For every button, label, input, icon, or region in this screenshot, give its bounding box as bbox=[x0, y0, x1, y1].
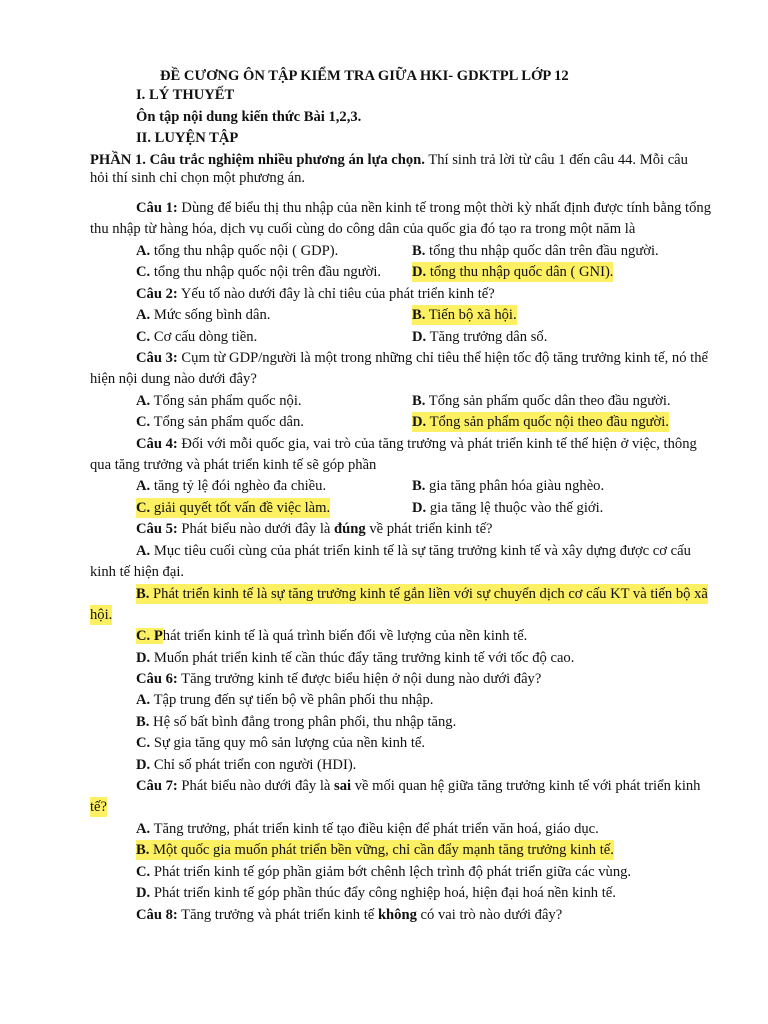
question-1-cont: thu nhập từ hàng hóa, dịch vụ cuối cùng do công dân của quốc gia đó tạo ra trong một năm là bbox=[90, 221, 636, 237]
question-1: Câu 1: Dùng để biểu thị thu nhập của nền kinh tế trong một thời kỳ nhất định được tính bằng tổng bbox=[136, 200, 712, 216]
part-1-line-2: hỏi thí sinh chỉ chọn một phương án. bbox=[90, 170, 306, 186]
q5-option-a: A. Mục tiêu cuối cùng của phát triển kinh tế là sự tăng trưởng kinh tế và xây dựng được cơ cấu bbox=[136, 543, 691, 559]
question-4: Câu 4: Đối với mỗi quốc gia, vai trò của tăng trưởng và phát triển kinh tế thể hiện ở việc, thông bbox=[136, 436, 697, 452]
q2-option-c: C. Cơ cấu dòng tiền. bbox=[136, 329, 258, 345]
q1-option-a: A. tổng thu nhập quốc nội ( GDP). bbox=[136, 243, 339, 259]
q7-option-c: C. Phát triển kinh tế góp phần giảm bớt chênh lệch trình độ phát triển giữa các vùng. bbox=[136, 864, 632, 880]
question-7-cont: tế? bbox=[90, 799, 108, 815]
question-3: Câu 3: Cụm từ GDP/người là một trong những chỉ tiêu thể hiện tốc độ tăng trưởng kinh tế, nó thể bbox=[136, 350, 708, 366]
q5-option-c: C. Phát triển kinh tế là quá trình biến đổi về lượng của nền kinh tế. bbox=[136, 628, 528, 644]
q3-option-a: A. Tổng sản phẩm quốc nội. bbox=[136, 393, 302, 409]
q1-option-d-answer: D. tổng thu nhập quốc dân ( GNI). bbox=[412, 264, 614, 280]
q7-option-b-answer: B. Một quốc gia muốn phát triển bền vững, chỉ cần đẩy mạnh tăng trưởng kinh tế. bbox=[136, 842, 614, 858]
q3-option-b: B. Tổng sản phẩm quốc dân theo đầu người. bbox=[412, 393, 671, 409]
section-1-content: Ôn tập nội dung kiến thức Bài 1,2,3. bbox=[136, 109, 362, 125]
q1-option-b: B. tổng thu nhập quốc dân trên đầu người. bbox=[412, 243, 659, 259]
q5-option-d: D. Muốn phát triển kinh tế cần thúc đẩy tăng trưởng kinh tế với tốc độ cao. bbox=[136, 650, 575, 666]
q4-option-c-answer: C. giải quyết tốt vấn đề việc làm. bbox=[136, 500, 331, 516]
question-8: Câu 8: Tăng trưởng và phát triển kinh tế không có vai trò nào dưới đây? bbox=[136, 907, 563, 923]
question-5: Câu 5: Phát biểu nào dưới đây là đúng về phát triển kinh tế? bbox=[136, 521, 493, 537]
q4-option-b: B. gia tăng phân hóa giàu nghèo. bbox=[412, 478, 605, 494]
q3-option-c: C. Tổng sản phẩm quốc dân. bbox=[136, 414, 304, 430]
q7-option-d: D. Phát triển kinh tế góp phần thúc đẩy công nghiệp hoá, hiện đại hoá nền kinh tế. bbox=[136, 885, 616, 901]
q5-option-a-cont: kinh tế hiện đại. bbox=[90, 564, 185, 580]
section-1-heading: I. LÝ THUYẾT bbox=[136, 87, 235, 103]
question-2: Câu 2: Yếu tố nào dưới đây là chỉ tiêu của phát triển kinh tế? bbox=[136, 286, 495, 302]
q6-option-d: D. Chỉ số phát triển con người (HDI). bbox=[136, 757, 357, 773]
q6-option-a: A. Tập trung đến sự tiến bộ về phân phối thu nhập. bbox=[136, 692, 434, 708]
q5-option-b-answer: B. Phát triển kinh tế là sự tăng trưởng kinh tế gắn liền với sự chuyển dịch cơ cấu KT và tiến bộ xã bbox=[136, 586, 708, 602]
question-7: Câu 7: Phát biểu nào dưới đây là sai về mối quan hệ giữa tăng trưởng kinh tế với phát triển kinh bbox=[136, 778, 701, 794]
q2-option-a: A. Mức sống bình dân. bbox=[136, 307, 271, 323]
q2-option-b-answer: B. Tiến bộ xã hội. bbox=[412, 307, 517, 323]
question-6: Câu 6: Tăng trưởng kinh tế được biểu hiện ở nội dung nào dưới đây? bbox=[136, 671, 542, 687]
question-4-cont: qua tăng trưởng và phát triển kinh tế sẽ góp phần bbox=[90, 457, 377, 473]
q4-option-a: A. tăng tỷ lệ đói nghèo đa chiều. bbox=[136, 478, 327, 494]
document-title: ĐỀ CƯƠNG ÔN TẬP KIỂM TRA GIỮA HKI- GDKTPL LỚP 12 bbox=[160, 68, 569, 84]
q6-option-c: C. Sự gia tăng quy mô sản lượng của nền kinh tế. bbox=[136, 735, 426, 751]
question-3-cont: hiện nội dung nào dưới đây? bbox=[90, 371, 257, 387]
q5-option-b-cont: hội. bbox=[90, 607, 113, 623]
q1-option-c: C. tổng thu nhập quốc nội trên đầu người. bbox=[136, 264, 382, 280]
q3-option-d-answer: D. Tổng sản phẩm quốc nội theo đầu người. bbox=[412, 414, 669, 430]
q6-option-b: B. Hệ số bất bình đẳng trong phân phối, thu nhập tăng. bbox=[136, 714, 457, 730]
q2-option-d: D. Tăng trưởng dân số. bbox=[412, 329, 548, 345]
q7-option-a: A. Tăng trưởng, phát triển kinh tế tạo điều kiện để phát triển văn hoá, giáo dục. bbox=[136, 821, 599, 837]
q4-option-d: D. gia tăng lệ thuộc vào thế giới. bbox=[412, 500, 604, 516]
part-1-title: PHẦN 1. Câu trắc nghiệm nhiều phương án lựa chọn. bbox=[90, 152, 425, 168]
section-2-heading: II. LUYỆN TẬP bbox=[136, 130, 239, 146]
part-1-line-1: PHẦN 1. Câu trắc nghiệm nhiều phương án lựa chọn. Thí sinh trả lời từ câu 1 đến câu 44. Mỗi câu bbox=[90, 152, 688, 168]
